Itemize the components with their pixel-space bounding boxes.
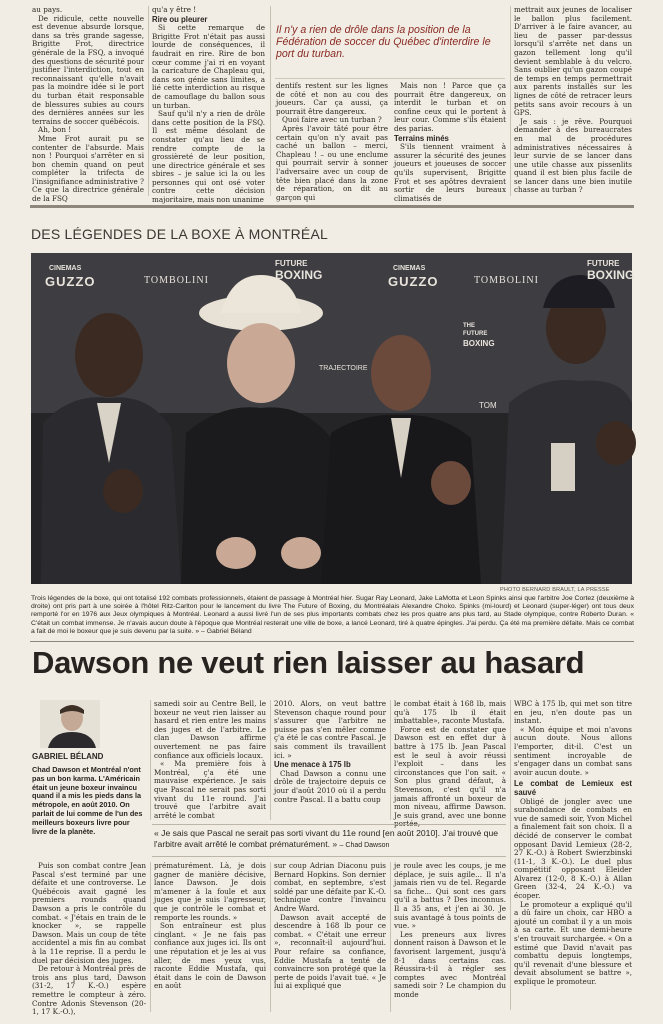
author-photo	[40, 700, 100, 748]
top-column-3	[276, 81, 388, 202]
paragraph: sur coup Adrian Diaconu puis Bernard Hopkins. Son dernier combat, en septembre, s'est soldé par une défaite par K.-O. technique contre l'invaincu Andre Ward.	[274, 861, 386, 913]
article-bottom-column-2	[154, 862, 266, 1014]
banner-cinemas: CINEMAS	[49, 265, 82, 272]
paragraph: Mais non ! Parce que ça pourrait être dangereux, on interdit le turban et on confine ceux qui le portent à leur cour. Comme s'ils étaient des parias.	[394, 81, 506, 133]
article-column-2	[154, 700, 266, 818]
article-quote	[154, 828, 508, 851]
paragraph: Puis son combat contre Jean Pascal s'est terminé par une défaite et une controverse. Le Québécois avait gagné les premiers rounds quand Dawson a pris le contrôle du combat. « J'étais en train de le knocker », se rappelle Dawson. Mais un coup de tête accidentel a mis fin au combat à la 11e reprise. Il a perdu le duel par décision des juges.	[32, 861, 146, 965]
article-column-5	[514, 700, 632, 1012]
banner-boxing-2: BOXING	[463, 339, 495, 348]
top-column-5	[514, 6, 632, 196]
paragraph: prématurément. Là, je dois gagner de manière décisive, lance Dawson. Je dois m'amener à la foule et aux juges que je suis l'agresseur, que je contrôle le combat et remporte les rounds. »	[154, 861, 266, 922]
pull-quote: Il n'y a rien de drôle dans la position de la Fédération de soccer du Québec d'interdire le port du turban.	[276, 24, 491, 61]
photo-caption: Trois légendes de la boxe, qui ont totalisé 192 combats professionnels, étaient de passage à Montréal hier. Sugar Ray Leonard, Jake LaMotta et Leon Spinks ainsi que l'arbitre Joe Cortez (deuxième à droite) ont pris part à une soirée à l'hôtel Ritz-Carlton pour le lancement du livre The Future of Boxing, du Montréalais Alexandre Choko. Spinks (mi-lourd) et Leonard (super-léger) ont tous deux remporté l'or en 1976 aux Jeux olympiques à Montréal. Leonard a aussi livré l'un de ses plus importants combats chez les pros quatre ans plus tard, au Stade olympique, contre Roberto Duran. « C'était un combat immense. Je n'avais aucun doute à l'époque que Montréal resterait une ville de boxe, a lancé Leonard, tiré à quatre épingles. J'ai perdu. Ça été ma première défaite. Mais ce combat a fait de moi le boxeur que je suis devenu par la suite. » – Gabriel Béland	[31, 595, 634, 635]
paragraph: Son entraîneur est plus cinglant. « Je ne fais pas confiance aux juges ici. Ils ont une réputation et je les ai vus aller, de mes yeux vus, raconte Eddie Mustafa, qui était dans le coin de Dawson en août	[154, 921, 266, 991]
paragraph: au pays.	[32, 5, 63, 14]
article-headline: Dawson ne veut rien laisser au hasard	[32, 645, 585, 680]
quote-text: « Je sais que Pascal ne serait pas sorti vivant du 11e round [en août 2010]. J'ai trouvé que l'arbitre avait arrêté le combat prématurément. »	[154, 828, 499, 849]
article-lead: Chad Dawson et Montréal n'ont pas un bon karma. L'Américain était un jeune boxeur invaincu quand il a mis les pieds dans la métropole, en août 2010. On parlait de lui comme de l'un des meilleurs boxeurs livre pour livre de la planète.	[32, 765, 143, 836]
paragraph: dentifs restent sur les lignes de côté et non au cou des joueurs. Car ça aussi, ça pourrait être dangereux.	[276, 81, 388, 116]
subheading-terrains-mines: Terrains minés	[394, 133, 449, 143]
section-divider	[30, 205, 634, 208]
banner-the: THE	[463, 323, 475, 329]
banner-future-2: FUTURE	[463, 331, 488, 337]
banner-future-3: FUTURE	[587, 259, 620, 268]
paragraph: WBC à 175 lb, qui met son titre en jeu, n'en doute pas un instant.	[514, 699, 632, 726]
paragraph: Sauf qu'il n'y a rien de drôle dans cette position de la FSQ. Il est même désolant de constater qu'au lieu de se rendre compte de la grossièreté de leur position, une directrice générale et ses sbires – je salue ici la ou les personnes qui ont osé voter contre cette décision majoritaire, mais non unanime	[152, 109, 265, 205]
paragraph: je roule avec les coups, je me déplace, je suis agile... Il n'a jamais rien vu de tel. Regarde sa fiche... Qui sont ces gars qu'il a battus ? Des inconnus. Il a 35 ans, et j'en ai 30. Je suis avantagé à tous points de vue. »	[394, 861, 506, 931]
paragraph: Ah, bon !	[38, 125, 72, 135]
paragraph: Dawson avait accepté de descendre à 168 lb pour ce combat. « C'était une erreur », reconnaît-il aujourd'hui. Pour refaire sa confiance, Eddie Mustafa a tenté de convaincre son protégé que la perte de poids l'avait tué. « Je lui ai expliqué que	[274, 912, 386, 991]
paragraph: « Ma première fois à Montréal, ç'a été une mauvaise expérience. Je sais que Pascal ne serait pas sorti vivant du 11e round. J'ai trouvé que l'arbitre avait arrêté le combat	[154, 759, 266, 820]
section-title: DES LÉGENDES DE LA BOXE À MONTRÉAL	[31, 226, 328, 242]
author-portrait-illustration	[40, 700, 100, 748]
paragraph: Si cette remarque de Brigitte Frot n'était pas aussi lourde de conséquences, il faudrait en rire. Rire de bon cœur comme j'ai ri en voyant la caricature de Chapleau qui, dans son génie sans limites, a lié cette interdiction au risque de camouflage du ballon sous un turban.	[152, 23, 265, 110]
article-bottom-column-4	[394, 862, 506, 1014]
paragraph: Chad Dawson a connu une drôle de trajectoire depuis ce jour d'août 2010 où il a perdu contre Pascal. Il a battu coup	[274, 768, 386, 804]
article-bottom-column-3	[274, 862, 386, 1014]
subheading-lemieux: Le combat de Lemieux est sauvé	[514, 779, 632, 797]
banner-guzzo: GUZZO	[45, 274, 96, 289]
article-column-3	[274, 700, 386, 818]
photo-illustration	[31, 253, 635, 584]
paragraph: Quoi faire avec un turban ?	[282, 115, 382, 125]
paragraph: « Mon équipe et moi n'avons aucun doute. Nous allons l'emporter, dit-il. C'est un sentiment incroyable de s'engager dans un combat sans avoir aucun doute. »	[514, 724, 632, 777]
paragraph: Mme Frot aurait pu se contenter de l'absurde. Mais non ! Pourquoi s'arrêter en si bon chemin quand on peut compléter la trifecta de l'insignifiance administrative ? Ce que la directrice générale de la FSQ	[32, 133, 144, 204]
banner-boxing-3: BOXING	[587, 268, 635, 282]
paragraph: Le promoteur a expliqué qu'il a dû faire un choix, car HBO a ajouté un combat il y a un mois à sa carte. Et une demi-heure s'en trouvait surchargée. « On a estimé que David n'avait pas combattu depuis longtemps, qu'il revenait d'une blessure et devait absolument se battre », explique le promoteur.	[514, 899, 632, 986]
paragraph: Après l'avoir tâté pour être certain qu'on n'y avait pas caché un ballon – merci, Chapleau ! – ou une enclume qui pourrait servir à sonner l'adversaire avec un coup de tête bien placé dans la zone de réparation, on dit au garçon qui	[276, 123, 388, 202]
paragraph: qu'a y être !	[152, 5, 197, 14]
paragraph: S'ils tiennent vraiment à assurer la sécurité des jeunes joueurs et joueuses de soccer qu'ils supervisent, Brigitte Frot et ses apôtres devraient sortir de leurs bureaux climatisés de	[394, 142, 506, 203]
paragraph: mettrait aux jeunes de localiser le ballon plus facilement. D'arriver à le faire avancer, au lieu de passer par-dessus lorsqu'il s'arrête net dans un gazon tellement long qu'il devient semblable à du velcro. Sans oublier qu'un gazon coupé de temps en temps permettrait aux parents installés sur les lignes de côté de retracer leurs petits sans avoir recours à un GPS.	[514, 5, 632, 118]
paragraph: samedi soir au Centre Bell, le boxeur ne veut rien laisser au hasard et rien entre les mains des juges et de l'arbitre. Le clan Dawson affirme ouvertement ne pas faire confiance aux officiels locaux.	[154, 699, 266, 760]
article-column-4	[394, 700, 506, 818]
paragraph: Je sais : je rêve. Pourquoi demander à des bureaucrates en mal de procédures administratives nécessaires à leur survie de se lancer dans une utile chasse aux pissenlits quand il est bien plus facile de se lancer dans une bien inutile chasse au turban ?	[514, 116, 632, 195]
subheading-rire-ou-pleurer: Rire ou pleurer	[152, 14, 208, 24]
paragraph: Force est de constater que Dawson est en effet dur à battre à 175 lb. Jean Pascal est le seul à avoir réussi l'exploit – dans les circonstances que l'on sait. « Son plus grand défaut, à Stevenson, c'est qu'il n'a jamais affronté un boxeur de mon niveau, affirme Dawson. Je suis grand, avec une bonne	[394, 724, 506, 820]
article-bottom-column-1	[32, 861, 146, 1017]
paragraph: le combat était à 168 lb, mais qu'à 175 lb il était imbattable», raconte Mustafa.	[394, 699, 506, 726]
paragraph: De ridicule, cette nouvelle est devenue absurde lorsque, dans sa très grande sagesse, Brigitte Frot, directrice générale de la FSQ, a invoqué des questions de sécurité pour justifier l'interdiction, tout en reconnaissant qu'elle n'avait pas la moindre idée si le port du turban était responsable de blessures subies au cours des dernières années sur les terrains de soccer québécois.	[32, 13, 145, 126]
banner-cinemas-2: CINEMAS	[393, 265, 426, 272]
banner-tombolini: TOMBOLINI	[144, 275, 209, 286]
banner-tom: TOM	[479, 401, 497, 410]
top-column-1	[32, 5, 145, 204]
banner-tombolini-2: TOMBOLINI	[474, 275, 539, 286]
paragraph: Les preneurs aux livres donnent raison à Dawson et le favorisent largement, jusqu'à 8-1 dans certains cas. Réussira-t-il à régler ses comptes avec Montréal samedi soir ? Le champion du monde	[394, 929, 506, 999]
photo-credit: PHOTO BERNARD BRAULT, LA PRESSE	[500, 587, 610, 593]
top-column-4	[394, 81, 506, 203]
paragraph: Obligé de jongler avec une surabondance de combats en vue de samedi soir, Yvon Michel a finalement fait son choix. Il a décidé de conserver le combat opposant David Lemieux (28-2, 27 K.-O.) à Robert Swierzbinski (11-1, 3 K.-O.). Le duel plus compétitif opposant Eleider Alvarez (12-0, 8 K.-O.) à Allan Green (32-4, 24 K.-O.) va écoper.	[514, 796, 632, 901]
byline: GABRIEL BÉLAND	[32, 752, 104, 761]
paragraph: De retour à Montréal près de trois ans plus tard, Dawson (31-2, 17 K.-O.) espère remettre le compteur à zéro. Contre Adonis Stevenson (20-1, 17 K.-O.),	[32, 964, 146, 1017]
subheading-menace: Une menace à 175 lb	[274, 760, 351, 770]
paragraph: 2010. Alors, on veut battre Stevenson chaque round pour s'assurer que l'arbitre ne puisse pas s'en mêler comme ç'a été le cas contre Pascal. Je sais comment ils travaillent ici. »	[274, 699, 386, 760]
quote-attribution: – Chad Dawson	[339, 842, 390, 849]
banner-guzzo-2: GUZZO	[388, 274, 439, 289]
banner-future: FUTURE	[275, 259, 308, 268]
top-column-2	[152, 5, 265, 205]
banner-trajectoire: TRAJECTOIRE	[319, 365, 368, 372]
boxing-legends-photo	[31, 253, 635, 584]
banner-boxing: BOXING	[275, 268, 323, 282]
